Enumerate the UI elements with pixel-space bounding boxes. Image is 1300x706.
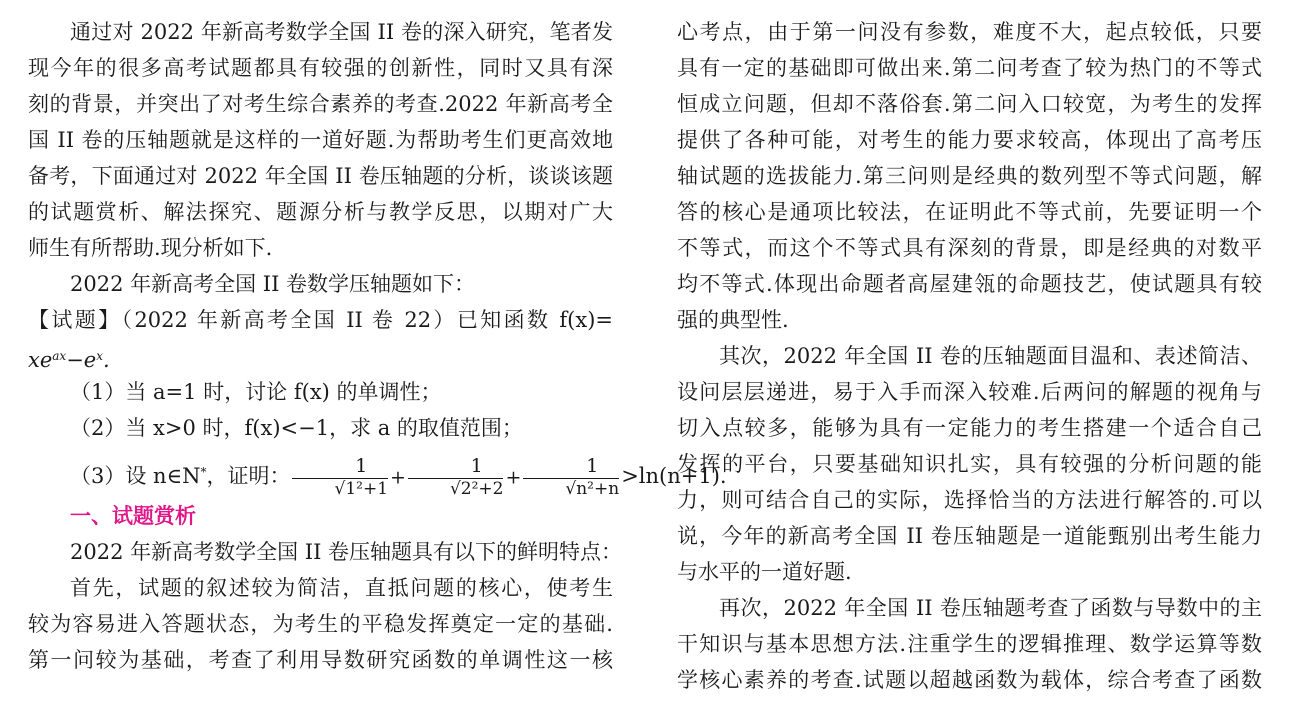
paragraph-line: 其次，2022 年全国 II 卷的压轴题面目温和、表述简洁、	[719, 344, 1262, 368]
paragraph-line: 切入点较多，能够为具有一定能力的考生搭建一个适合自己	[677, 416, 1262, 440]
paragraph-line: 恒成立问题，但却不落俗套.第二问入口较宽，为考生的发挥	[677, 92, 1262, 116]
paragraph-line: 再次，2022 年全国 II 卷压轴题考查了函数与导数中的主	[719, 596, 1262, 620]
sub-question-3: （3）设 n∈N*，证明： $\frac{1}{\text{√1²+1}}$ + $\frac{1}{\text{√2²+2}}$ + $\frac{1}{\text{√n²+n}}$ >ln(n+1).	[70, 455, 727, 499]
paragraph-line: 与水平的一道好题.	[677, 560, 852, 584]
function-definition: $xe^{ax}-e^x$.	[28, 348, 110, 372]
section-heading: 一、试题赏析	[70, 503, 196, 528]
fraction-term-n: $\frac{1}{\text{√n²+n}}$	[523, 457, 619, 498]
paragraph-line: 干知识与基本思想方法.注重学生的逻辑推理、数学运算等数	[677, 632, 1262, 656]
sub-question-2: （2）当 x>0 时，f(x)<−1，求 a 的取值范围；	[70, 416, 523, 440]
paragraph-line: 现今年的很多高考试题都具有较强的创新性，同时又具有深	[28, 56, 613, 80]
paragraph-line: 具有一定的基础即可做出来.第二问考查了较为热门的不等式	[677, 56, 1262, 80]
paragraph-line: 较为容易进入答题状态，为考生的平稳发挥奠定一定的基础.	[28, 612, 613, 636]
paragraph-line: 心考点，由于第一问没有参数，难度不大，起点较低，只要	[677, 20, 1262, 44]
paragraph-line: 设问层层递进，易于入手而深入较难.后两问的解题的视角与	[677, 380, 1262, 404]
paragraph-line: 国 II 卷的压轴题就是这样的一道好题.为帮助考生们更高效地	[28, 128, 613, 152]
paragraph-line: 均不等式.体现出命题者高屋建瓴的命题技艺，使试题具有较	[677, 272, 1262, 296]
paragraph-line: 不等式，而这个不等式具有深刻的背景，即是经典的对数平	[677, 236, 1262, 260]
paragraph-line: 发挥的平台，只要基础知识扎实，具有较强的分析问题的能	[677, 452, 1262, 476]
fraction-term-1: $\frac{1}{\text{√1²+1}}$	[292, 457, 388, 498]
paragraph-line: 2022 年新高考数学全国 II 卷压轴题具有以下的鲜明特点：	[70, 540, 623, 564]
paragraph-line: 通过对 2022 年新高考数学全国 II 卷的深入研究，笔者发	[70, 20, 613, 44]
left-column	[28, 14, 727, 678]
paragraph-line: 第一问较为基础，考查了利用导数研究函数的单调性这一核	[28, 648, 613, 672]
paragraph-line: 提供了各种可能，对考生的能力要求较高，体现出了高考压	[677, 128, 1262, 152]
paragraph-line: 答的核心是通项比较法，在证明此不等式前，先要证明一个	[677, 200, 1262, 224]
paragraph-line: 刻的背景，并突出了对考生综合素养的考查.2022 年新高考全	[28, 92, 613, 116]
paragraph-line: 强的典型性.	[677, 308, 789, 332]
sub-question-1: （1）当 a=1 时，讨论 f(x) 的单调性；	[70, 380, 442, 404]
problem-intro-line: 2022 年新高考全国 II 卷数学压轴题如下：	[70, 272, 476, 296]
fraction-term-2: $\frac{1}{\text{√2²+2}}$	[408, 457, 504, 498]
paragraph-line: 学核心素养的考查.试题以超越函数为载体，综合考查了函数	[677, 668, 1262, 692]
paragraph-line: 首先，试题的叙述较为简洁，直抵问题的核心，使考生	[70, 576, 613, 600]
paragraph-line: 的试题赏析、解法探究、题源分析与教学反思，以期对广大	[28, 200, 613, 224]
right-column	[677, 14, 1262, 698]
paragraph-line: 师生有所帮助.现分析如下.	[28, 236, 273, 260]
paragraph-line: 力，则可结合自己的实际，选择恰当的方法进行解答的.可以	[677, 488, 1262, 512]
problem-statement-line: 【试题】（2022 年新高考全国 II 卷 22）已知函数 f(x)=	[28, 308, 613, 332]
paragraph-line: 轴试题的选拔能力.第三问则是经典的数列型不等式问题，解	[677, 164, 1262, 188]
paragraph-line: 说，今年的新高考全国 II 卷压轴题是一道能甄别出考生能力	[677, 524, 1262, 548]
paragraph-line: 备考，下面通过对 2022 年全国 II 卷压轴题的分析，谈谈该题	[28, 164, 613, 188]
